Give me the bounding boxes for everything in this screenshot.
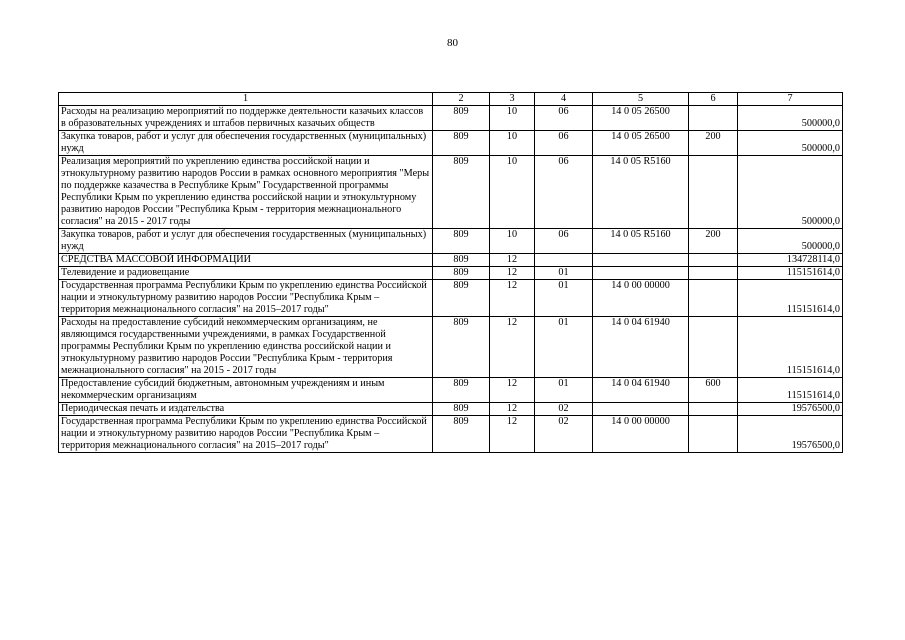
row-vr-cell: 600 — [689, 378, 738, 403]
row-ved-cell: 809 — [433, 317, 490, 378]
row-csr-cell: 14 0 04 61940 — [593, 317, 689, 378]
table-row — [59, 267, 843, 280]
row-name-cell: Государственная программа Республики Крым по укреплению единства Российской нации и этнокультурному развитию народов России "Республика Крым – территория межнационального согласия" на 2015–2017 годы" — [59, 280, 433, 317]
row-pr-cell: 01 — [535, 378, 593, 403]
row-rz-cell: 10 — [490, 229, 535, 254]
row-vr-cell — [689, 280, 738, 317]
row-rz-cell: 12 — [490, 403, 535, 416]
row-rz-cell: 12 — [490, 317, 535, 378]
row-csr-cell: 14 0 04 61940 — [593, 378, 689, 403]
row-sum-cell: 115151614,0 — [738, 378, 843, 403]
row-pr-cell: 06 — [535, 156, 593, 229]
table-row — [59, 254, 843, 267]
row-sum-cell: 134728114,0 — [738, 254, 843, 267]
table-row — [59, 106, 843, 131]
row-name-cell: СРЕДСТВА МАССОВОЙ ИНФОРМАЦИИ — [59, 254, 433, 267]
row-ved-cell: 809 — [433, 229, 490, 254]
header-cell-pr: 4 — [535, 93, 593, 106]
row-pr-cell: 02 — [535, 403, 593, 416]
row-ved-cell: 809 — [433, 156, 490, 229]
table-row — [59, 317, 843, 378]
row-name-cell: Закупка товаров, работ и услуг для обеспечения государственных (муниципальных) нужд — [59, 131, 433, 156]
row-csr-cell: 14 0 05 R5160 — [593, 229, 689, 254]
row-csr-cell: 14 0 00 00000 — [593, 416, 689, 453]
row-vr-cell — [689, 403, 738, 416]
row-rz-cell: 10 — [490, 106, 535, 131]
table-row — [59, 280, 843, 317]
table-row — [59, 156, 843, 229]
header-cell-ved: 2 — [433, 93, 490, 106]
table-header-row — [59, 93, 843, 106]
row-sum-cell: 500000,0 — [738, 131, 843, 156]
row-sum-cell: 500000,0 — [738, 156, 843, 229]
row-pr-cell: 01 — [535, 280, 593, 317]
row-csr-cell — [593, 267, 689, 280]
table-row — [59, 229, 843, 254]
row-ved-cell: 809 — [433, 106, 490, 131]
header-cell-csr: 5 — [593, 93, 689, 106]
row-ved-cell: 809 — [433, 254, 490, 267]
table-row — [59, 378, 843, 403]
row-sum-cell: 500000,0 — [738, 106, 843, 131]
row-csr-cell — [593, 254, 689, 267]
row-pr-cell: 02 — [535, 416, 593, 453]
row-vr-cell — [689, 317, 738, 378]
row-vr-cell — [689, 267, 738, 280]
row-vr-cell: 200 — [689, 131, 738, 156]
table-row — [59, 131, 843, 156]
row-name-cell: Реализация мероприятий по укреплению единства российской нации и этнокультурному развитию народов России в рамках основного мероприятия "Меры по поддержке казачества в Республике Крым" Государственной программы Республики Крым по укреплению единства российской нации и этнокультурному развитию народов России "Республика Крым - территория межнационального согласия" на 2015 - 2017 годы — [59, 156, 433, 229]
header-cell-name: 1 — [59, 93, 433, 106]
row-vr-cell — [689, 106, 738, 131]
row-sum-cell: 115151614,0 — [738, 280, 843, 317]
row-sum-cell: 19576500,0 — [738, 403, 843, 416]
row-ved-cell: 809 — [433, 280, 490, 317]
row-csr-cell: 14 0 00 00000 — [593, 280, 689, 317]
row-pr-cell: 01 — [535, 317, 593, 378]
row-name-cell: Расходы на реализацию мероприятий по поддержке деятельности казачьих классов в образовательных учреждениях и штабов первичных казачьих обществ — [59, 106, 433, 131]
row-sum-cell: 115151614,0 — [738, 317, 843, 378]
budget-table — [58, 92, 843, 453]
row-vr-cell — [689, 416, 738, 453]
row-ved-cell: 809 — [433, 416, 490, 453]
row-pr-cell: 01 — [535, 267, 593, 280]
row-rz-cell: 12 — [490, 267, 535, 280]
row-sum-cell: 500000,0 — [738, 229, 843, 254]
row-csr-cell — [593, 403, 689, 416]
row-ved-cell: 809 — [433, 403, 490, 416]
row-pr-cell — [535, 254, 593, 267]
header-cell-sum: 7 — [738, 93, 843, 106]
page-number: 80 — [447, 37, 458, 49]
row-ved-cell: 809 — [433, 267, 490, 280]
row-sum-cell: 19576500,0 — [738, 416, 843, 453]
header-cell-vr: 6 — [689, 93, 738, 106]
row-name-cell: Предоставление субсидий бюджетным, автономным учреждениям и иным некоммерческим организациям — [59, 378, 433, 403]
row-name-cell: Расходы на предоставление субсидий некоммерческим организациям, не являющимся государственными учреждениями, в рамках Государственной программы Республики Крым по укреплению единства российской нации и этнокультурному развитию народов России "Республика Крым - территория межнационального согласия" на 2015 - 2017 годы — [59, 317, 433, 378]
row-pr-cell: 06 — [535, 131, 593, 156]
row-ved-cell: 809 — [433, 131, 490, 156]
row-csr-cell: 14 0 05 26500 — [593, 106, 689, 131]
row-csr-cell: 14 0 05 R5160 — [593, 156, 689, 229]
header-cell-rz: 3 — [490, 93, 535, 106]
row-name-cell: Закупка товаров, работ и услуг для обеспечения государственных (муниципальных) нужд — [59, 229, 433, 254]
row-rz-cell: 10 — [490, 131, 535, 156]
row-ved-cell: 809 — [433, 378, 490, 403]
row-rz-cell: 10 — [490, 156, 535, 229]
row-rz-cell: 12 — [490, 280, 535, 317]
row-name-cell: Периодическая печать и издательства — [59, 403, 433, 416]
row-sum-cell: 115151614,0 — [738, 267, 843, 280]
row-vr-cell: 200 — [689, 229, 738, 254]
table-row — [59, 403, 843, 416]
row-vr-cell — [689, 156, 738, 229]
row-rz-cell: 12 — [490, 416, 535, 453]
row-name-cell: Государственная программа Республики Крым по укреплению единства Российской нации и этнокультурному развитию народов России "Республика Крым – территория межнационального согласия" на 2015–2017 годы" — [59, 416, 433, 453]
row-pr-cell: 06 — [535, 229, 593, 254]
row-rz-cell: 12 — [490, 378, 535, 403]
table-row — [59, 416, 843, 453]
row-rz-cell: 12 — [490, 254, 535, 267]
row-vr-cell — [689, 254, 738, 267]
row-csr-cell: 14 0 05 26500 — [593, 131, 689, 156]
row-pr-cell: 06 — [535, 106, 593, 131]
row-name-cell: Телевидение и радиовещание — [59, 267, 433, 280]
